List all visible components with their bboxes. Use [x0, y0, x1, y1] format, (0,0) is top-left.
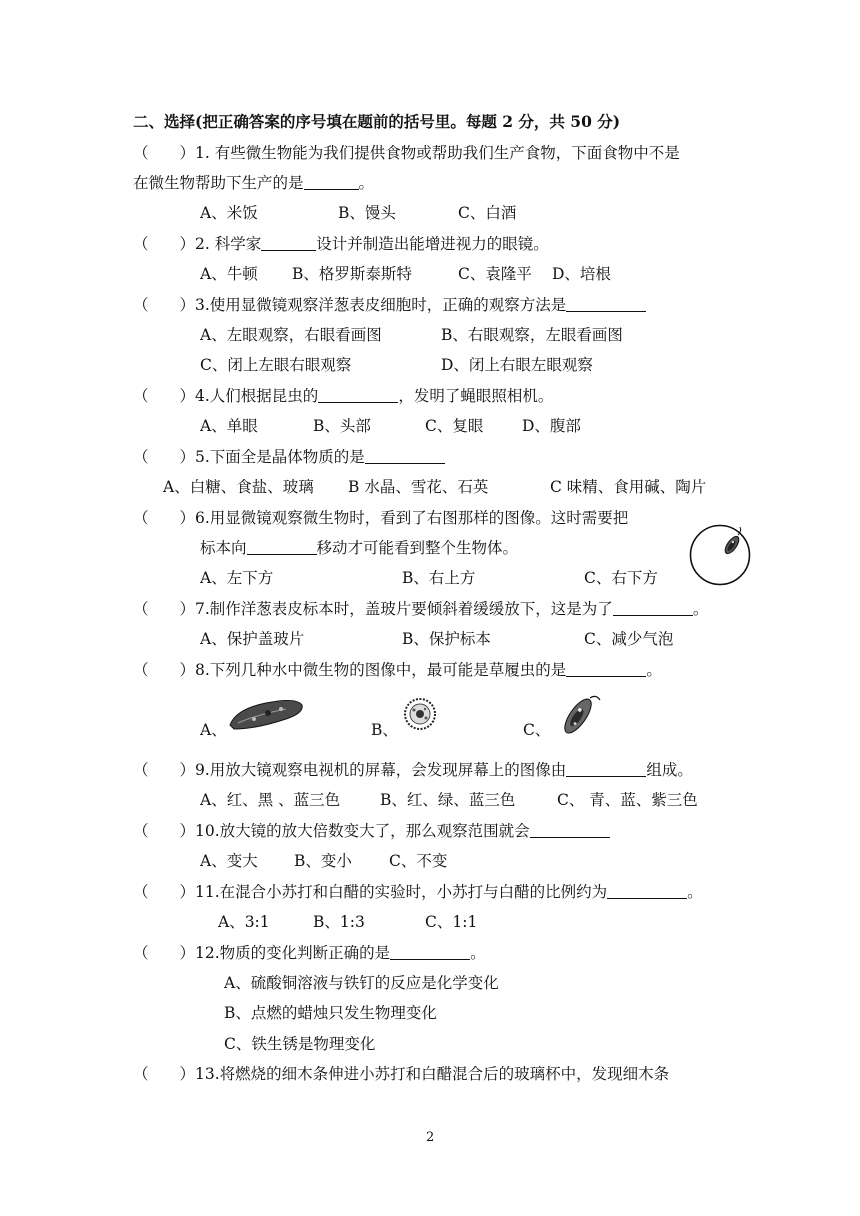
option-b: B、馒头 [338, 204, 396, 222]
option-c: C、复眼 [425, 417, 484, 435]
question-text: 3.使用显微镜观察洋葱表皮细胞时，正确的观察方法是 [195, 296, 567, 314]
question-text: 设计并制造出能增进视力的眼镜。 [316, 235, 549, 253]
question-6-cont [200, 538, 518, 558]
question-text: 10.放大镜的放大倍数变大了，那么观察范围就会 [195, 822, 530, 840]
option-a: A、米饭 [200, 204, 258, 222]
question-2 [133, 234, 549, 254]
question-12 [133, 943, 486, 963]
option-a: A、 [200, 721, 227, 739]
question-1 [133, 143, 680, 163]
answer-paren[interactable]: （ ） [133, 883, 196, 901]
option-c: C、铁生锈是物理变化 [224, 1035, 376, 1053]
question-text: 12.物质的变化判断正确的是 [195, 944, 391, 962]
question-text: 7.制作洋葱表皮标本时，盖玻片要倾斜着缓缓放下，这是为了 [195, 600, 613, 618]
question-7 [133, 599, 708, 619]
answer-paren[interactable]: （ ） [133, 661, 196, 679]
round-organism-image [400, 696, 440, 732]
option-a: A、牛顿 [200, 265, 258, 283]
question-text: 13.将燃烧的细木条伸进小苏打和白醋混合后的玻璃杯中，发现细木条 [195, 1065, 670, 1083]
question-end: 。 [646, 661, 662, 679]
option-b: B、右上方 [402, 569, 476, 587]
option-a: A、变大 [200, 852, 258, 870]
option-c: C、减少气泡 [584, 630, 674, 648]
answer-paren[interactable]: （ ） [133, 944, 196, 962]
option-b: B 水晶、雪花、石英 [348, 478, 489, 496]
answer-paren[interactable]: （ ） [133, 235, 196, 253]
answer-blank[interactable] [247, 538, 317, 555]
option-a: A、单眼 [200, 417, 258, 435]
answer-blank[interactable] [607, 882, 687, 899]
question-text: 组成。 [646, 761, 693, 779]
question-text: 5.下面全是晶体物质的是 [195, 448, 365, 466]
answer-blank[interactable] [304, 173, 359, 190]
paramecium-image [226, 697, 306, 733]
question-3 [133, 295, 646, 315]
question-10 [133, 821, 610, 841]
question-1-cont [133, 173, 374, 193]
euglena-image [554, 690, 604, 736]
option-a: A、红、黑 、蓝三色 [200, 791, 341, 809]
answer-blank[interactable] [530, 821, 610, 838]
option-a: A、左眼观察，右眼看画图 [200, 326, 382, 344]
option-b: B、变小 [294, 852, 352, 870]
answer-blank[interactable] [318, 386, 398, 403]
option-a: A、左下方 [200, 569, 274, 587]
page-number: 2 [426, 1130, 435, 1145]
answer-paren[interactable]: （ ） [133, 761, 196, 779]
question-9 [133, 760, 693, 780]
question-text: 移动才可能看到整个生物体。 [316, 539, 519, 557]
option-b: B、格罗斯泰斯特 [292, 265, 412, 283]
question-text: 1. 有些微生物能为我们提供食物或帮助我们生产食物，下面食物中不是 [195, 144, 680, 162]
option-d: D、腹部 [522, 417, 581, 435]
option-a: A、硫酸铜溶液与铁钉的反应是化学变化 [224, 974, 499, 992]
option-c: C、右下方 [584, 569, 658, 587]
answer-paren[interactable]: （ ） [133, 509, 196, 527]
option-c: C、白酒 [458, 204, 517, 222]
option-c: C、袁隆平 [458, 265, 532, 283]
option-c: C、1:1 [425, 913, 478, 931]
question-text: 在微生物帮助下生产的是 [133, 174, 304, 192]
option-a: A、保护盖玻片 [200, 630, 305, 648]
option-c: C、不变 [389, 852, 448, 870]
microscope-view-image [688, 523, 752, 587]
question-13 [133, 1064, 669, 1084]
option-b: B、保护标本 [402, 630, 491, 648]
question-11 [133, 882, 703, 902]
option-b: B、点燃的蜡烛只发生物理变化 [224, 1004, 437, 1022]
answer-paren[interactable]: （ ） [133, 387, 196, 405]
question-text: 6.用显微镜观察微生物时，看到了右图那样的图像。这时需要把 [195, 509, 629, 527]
option-c: C、闭上左眼右眼观察 [200, 356, 352, 374]
question-end: 。 [358, 174, 375, 192]
option-b: B、头部 [313, 417, 371, 435]
answer-blank[interactable] [261, 234, 316, 251]
answer-paren[interactable]: （ ） [133, 144, 196, 162]
option-d: D、闭上右眼左眼观察 [441, 356, 593, 374]
option-a: A、3:1 [218, 913, 270, 931]
question-end: 。 [692, 600, 709, 618]
answer-paren[interactable]: （ ） [133, 296, 196, 314]
answer-blank[interactable] [365, 447, 445, 464]
question-4 [133, 386, 553, 406]
option-b: B、右眼观察，左眼看画图 [441, 326, 623, 344]
question-8 [133, 660, 662, 680]
answer-blank[interactable] [566, 295, 646, 312]
option-c: C 味精、食用碱、陶片 [550, 478, 707, 496]
option-c: C、 青、蓝、紫三色 [557, 791, 698, 809]
question-text: 标本向 [200, 539, 247, 557]
answer-blank[interactable] [566, 660, 646, 677]
question-6 [133, 508, 628, 528]
option-d: D、培根 [552, 265, 611, 283]
answer-blank[interactable] [566, 760, 646, 777]
answer-paren[interactable]: （ ） [133, 448, 196, 466]
question-text: 8.下列几种水中微生物的图像中，最可能是草履虫的是 [195, 661, 567, 679]
option-b: B、红、绿、蓝三色 [380, 791, 516, 809]
question-end: 。 [470, 944, 486, 962]
option-b: B、 [371, 721, 398, 739]
answer-paren[interactable]: （ ） [133, 1065, 196, 1083]
question-text: ，发明了蝇眼照相机。 [398, 387, 554, 405]
option-a: A、白糖、食盐、玻璃 [163, 478, 314, 496]
question-text: 11.在混合小苏打和白醋的实验时，小苏打与白醋的比例约为 [195, 883, 608, 901]
question-text: 2. 科学家 [195, 235, 262, 253]
section-title: 二、选择(把正确答案的序号填在题前的括号里。每题 2 分，共 50 分) [133, 112, 621, 131]
question-text: 9.用放大镜观察电视机的屏幕，会发现屏幕上的图像由 [195, 761, 567, 779]
question-5 [133, 447, 445, 467]
question-end: 。 [687, 883, 703, 901]
answer-paren[interactable]: （ ） [133, 822, 196, 840]
question-text: 4.人们根据昆虫的 [195, 387, 319, 405]
option-c: C、 [523, 721, 551, 739]
answer-blank[interactable] [390, 943, 470, 960]
answer-blank[interactable] [613, 599, 693, 616]
answer-paren[interactable]: （ ） [133, 600, 196, 618]
option-b: B、1:3 [313, 913, 365, 931]
